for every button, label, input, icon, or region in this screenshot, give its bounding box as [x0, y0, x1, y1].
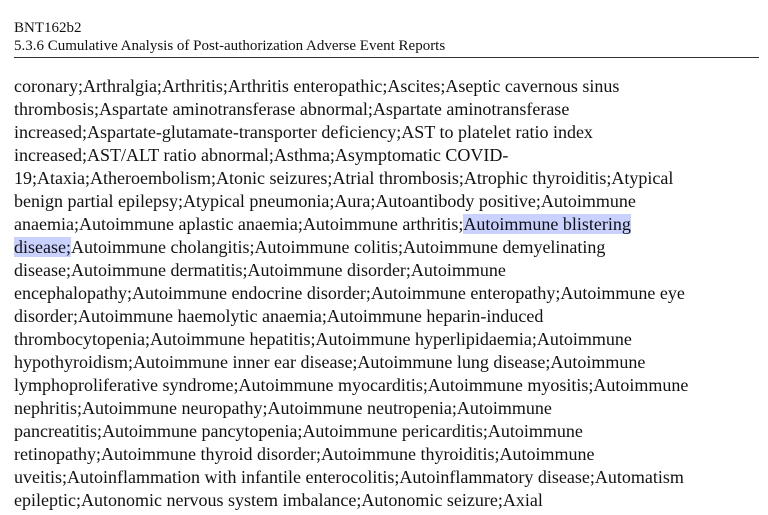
text-line: disorder;Autoimmune haemolytic anaemia;Autoimmune heparin-induced: [14, 306, 544, 326]
text-line: epileptic;Autonomic nervous system imbalance;Autonomic seizure;Axial: [14, 490, 543, 510]
text-line: disease;Autoimmune dermatitis;Autoimmune disorder;Autoimmune: [14, 260, 506, 280]
selected-text-highlight[interactable]: Autoimmune blistering: [463, 214, 631, 234]
text-segment: Autoimmune cholangitis;Autoimmune colitis;Autoimmune demyelinating: [70, 237, 606, 257]
text-line: lymphoproliferative syndrome;Autoimmune myocarditis;Autoimmune myositis;Autoimmune: [14, 375, 689, 395]
section-title: 5.3.6 Cumulative Analysis of Post-authorization Adverse Event Reports: [14, 38, 446, 54]
text-line: hypothyroidism;Autoimmune inner ear disease;Autoimmune lung disease;Autoimmune: [14, 352, 646, 372]
text-line: retinopathy;Autoimmune thyroid disorder;Autoimmune thyroiditis;Autoimmune: [14, 444, 595, 464]
selected-text-highlight[interactable]: disease;: [14, 237, 71, 257]
text-line: encephalopathy;Autoimmune endocrine disorder;Autoimmune enteropathy;Autoimmune eye: [14, 283, 685, 303]
text-line: 19;Ataxia;Atheroembolism;Atonic seizures;Atrial thrombosis;Atrophic thyroiditis;Atypical: [14, 168, 674, 188]
page-header: [14, 20, 759, 58]
text-line: thrombocytopenia;Autoimmune hepatitis;Autoimmune hyperlipidaemia;Autoimmune: [14, 329, 632, 349]
text-line: pancreatitis;Autoimmune pancytopenia;Autoimmune pericarditis;Autoimmune: [14, 421, 583, 441]
text-line: increased;Aspartate-glutamate-transporter deficiency;AST to platelet ratio index: [14, 122, 593, 142]
text-line: coronary;Arthralgia;Arthritis;Arthritis enteropathic;Ascites;Aseptic cavernous sinus: [14, 76, 620, 96]
text-line: increased;AST/ALT ratio abnormal;Asthma;Asymptomatic COVID-: [14, 145, 509, 165]
text-line: thrombosis;Aspartate aminotransferase abnormal;Aspartate aminotransferase: [14, 99, 570, 119]
text-line: uveitis;Autoinflammation with infantile enterocolitis;Autoinflammatory disease;Automatism: [14, 467, 684, 487]
text-line: [14, 236, 759, 259]
text-line: benign partial epilepsy;Atypical pneumonia;Aura;Autoantibody positive;Autoimmune: [14, 191, 636, 211]
adverse-event-list: [14, 75, 759, 512]
text-segment: anaemia;Autoimmune aplastic anaemia;Autoimmune arthritis;: [14, 214, 464, 234]
document-code: BNT162b2: [14, 20, 82, 36]
text-line: [14, 213, 759, 236]
text-line: nephritis;Autoimmune neuropathy;Autoimmune neutropenia;Autoimmune: [14, 398, 552, 418]
